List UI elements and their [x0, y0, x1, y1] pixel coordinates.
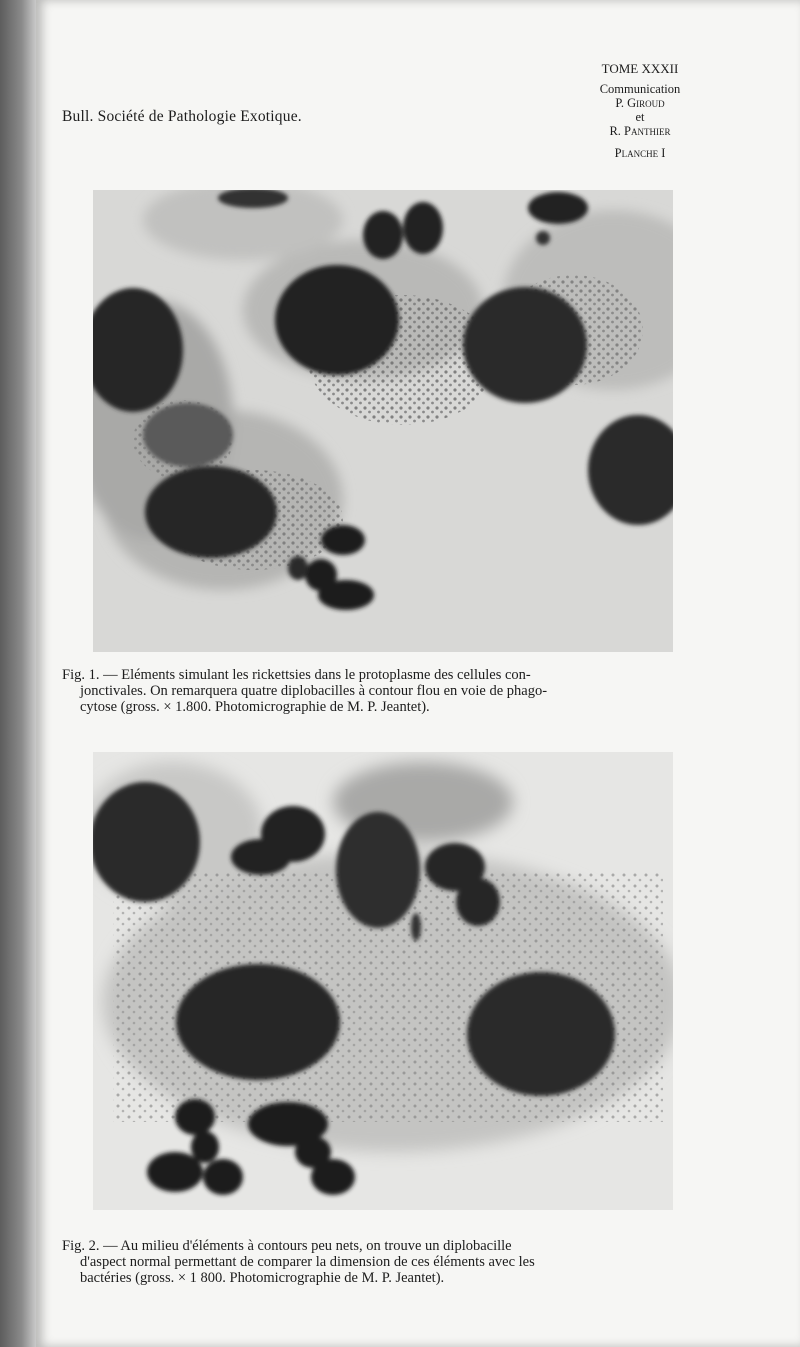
- communication-label: Communication: [599, 82, 681, 96]
- author-conjunction: et: [635, 110, 645, 124]
- figure-1-caption: [62, 667, 722, 715]
- figure-2-caption-line-1: Fig. 2. — Au milieu d'éléments à contours peu nets, on trouve un diplobacille: [62, 1238, 512, 1254]
- plate-header: [575, 62, 705, 160]
- figure-1-caption-line-3: cytose (gross. × 1.800. Photomicrographie de M. P. Jeantet).: [80, 699, 430, 715]
- figure-2-caption: [62, 1238, 722, 1286]
- book-gutter: [0, 0, 36, 1347]
- figure-1-micrograph: [93, 190, 673, 652]
- plate-number: Planche I: [614, 146, 666, 160]
- journal-title: Bull. Société de Pathologie Exotique.: [62, 108, 302, 125]
- author-panthier: R. Panthier: [609, 124, 671, 138]
- author-giroud: P. Giroud: [615, 96, 665, 110]
- figure-2-caption-line-3: bactéries (gross. × 1 800. Photomicrographie de M. P. Jeantet).: [80, 1270, 445, 1286]
- figure-1-caption-line-2: jonctivales. On remarquera quatre diplobacilles à contour flou en voie de phago-: [80, 683, 548, 699]
- tome-number: TOME XXXII: [601, 61, 679, 76]
- figure-2-caption-line-2: d'aspect normal permettant de comparer la dimension de ces éléments avec les: [80, 1254, 535, 1270]
- figure-1-caption-line-1: Fig. 1. — Eléments simulant les rickettsies dans le protoplasme des cellules con-: [62, 667, 531, 683]
- figure-2-micrograph: [93, 752, 673, 1210]
